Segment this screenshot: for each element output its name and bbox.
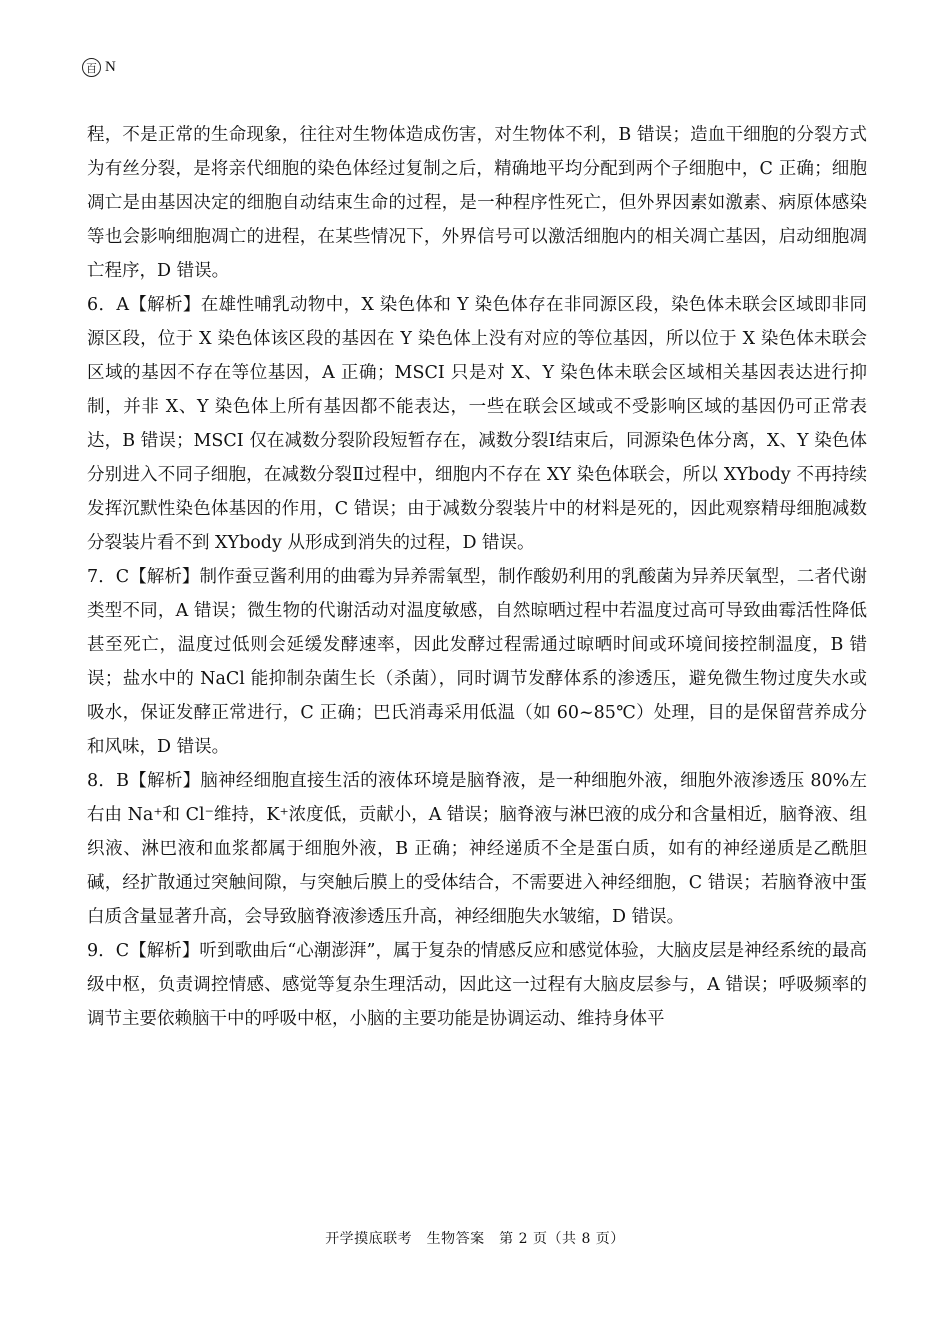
page-footer: 开学摸底联考 生物答案 第 2 页（共 8 页） xyxy=(325,1231,625,1247)
logo-letter: N xyxy=(105,59,116,75)
answer-8: 8．B【解析】脑神经细胞直接生活的液体环境是脑脊液，是一种细胞外液，细胞外液渗透压 80%左右由 Na⁺和 Cl⁻维持，K⁺浓度低，贡献小，A 错误；脑脊液与淋巴液的成分和含量相近，脑脊液、组织液、淋巴液和血浆都属于细胞外液，B 正确；神经递质不全是蛋白质，如有的神经递质是乙酰胆碱，经扩散通过突触间隙，与突触后膜上的受体结合，不需要进入神经细胞，C 错误；若脑脊液中蛋白质含量显著升高，会导致脑脊液渗透压升高，神经细胞失水皱缩，D 错误。 xyxy=(87,771,867,927)
paragraph-continuation: 程，不是正常的生命现象，往往对生物体造成伤害，对生物体不利，B 错误；造血干细胞的分裂方式为有丝分裂，是将亲代细胞的染色体经过复制之后，精确地平均分配到两个子细胞中，C 正确；细胞凋亡是由基因决定的细胞自动结束生命的过程，是一种程序性死亡，但外界因素如激素、病原体感染等也会影响细胞凋亡的进程，在某些情况下，外界信号可以激活细胞内的相关凋亡基因，启动细胞凋亡程序，D 错误。 xyxy=(87,125,867,281)
logo-circle-icon: 百 xyxy=(82,58,101,77)
publisher-logo xyxy=(82,58,116,77)
answer-6: 6．A【解析】在雄性哺乳动物中，X 染色体和 Y 染色体存在非同源区段，染色体未联会区域即非同源区段，位于 X 染色体该区段的基因在 Y 染色体上没有对应的等位基因，所以位于 X 染色体未联会区域的基因不存在等位基因，A 正确；MSCI 只是对 X、Y 染色体未联会区域相关基因表达进行抑制，并非 X、Y 染色体上所有基因都不能表达，一些在联会区域或不受影响区域的基因仍可正常表达，B 错误；MSCI 仅在减数分裂阶段短暂存在，减数分裂Ⅰ结束后，同源染色体分离，X、Y 染色体分别进入不同子细胞，在减数分裂Ⅱ过程中，细胞内不存在 XY 染色体联会，所以 XYbody 不再持续发挥沉默性染色体基因的作用，C 错误；由于减数分裂装片中的材料是死的，因此观察精母细胞减数分裂装片看不到 XYbody 从形成到消失的过程，D 错误。 xyxy=(87,295,867,553)
answer-content xyxy=(87,118,867,1036)
answer-7: 7．C【解析】制作蚕豆酱利用的曲霉为异养需氧型，制作酸奶利用的乳酸菌为异养厌氧型，二者代谢类型不同，A 错误；微生物的代谢活动对温度敏感，自然晾晒过程中若温度过高可导致曲霉活性降低甚至死亡，温度过低则会延缓发酵速率，因此发酵过程需通过晾晒时间或环境间接控制温度，B 错误；盐水中的 NaCl 能抑制杂菌生长（杀菌），同时调节发酵体系的渗透压，避免微生物过度失水或吸水，保证发酵正常进行，C 正确；巴氏消毒采用低温（如 60~85℃）处理，目的是保留营养成分和风味，D 错误。 xyxy=(87,567,867,757)
answer-9: 9．C【解析】听到歌曲后“心潮澎湃”，属于复杂的情感反应和感觉体验，大脑皮层是神经系统的最高级中枢，负责调控情感、感觉等复杂生理活动，因此这一过程有大脑皮层参与，A 错误；呼吸频率的调节主要依赖脑干中的呼吸中枢，小脑的主要功能是协调运动、维持身体平 xyxy=(87,941,867,1029)
